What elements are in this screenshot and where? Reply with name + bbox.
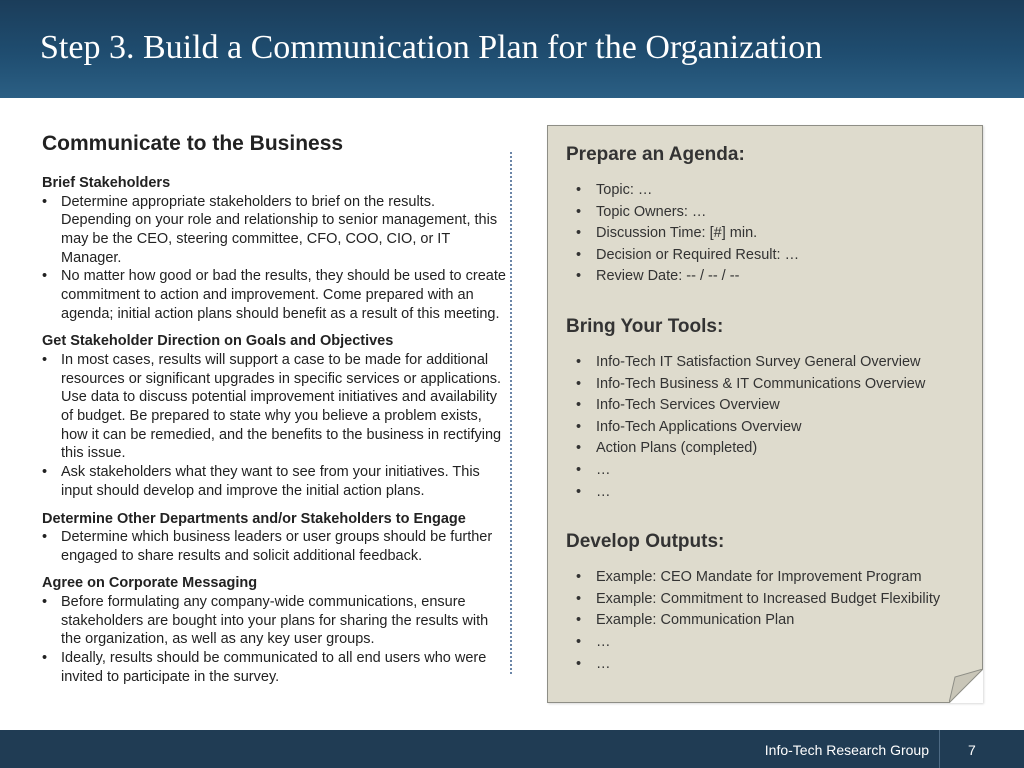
list-item: [566, 589, 976, 611]
list-item-text: In most cases, results will support a case to be made for additional resources or significant upgrades in specific services or applications. Use data to discuss potential improvement initiatives and availability of budget. Be prepared to state why you believe a problem exists, how it can be remedied, and the benefits to the business in rectifying this issue.: [61, 351, 502, 462]
list-item: [566, 567, 976, 589]
footer-bar: [0, 730, 1024, 768]
checklist-group: [566, 316, 976, 503]
bullet-icon: •: [42, 464, 48, 481]
section-subtitle: Determine Other Departments and/or Stakeholders to Engage: [42, 510, 466, 527]
bullet-icon: •: [576, 483, 582, 500]
bullet-icon: •: [576, 633, 582, 650]
bullet-icon: •: [576, 461, 582, 478]
list-item: [566, 374, 976, 396]
bullet-list: [42, 193, 507, 324]
list-item: [42, 267, 507, 323]
list-item: [566, 395, 976, 417]
list-item: [566, 460, 976, 482]
footer-org: Info-Tech Research Group: [764, 742, 929, 758]
section-subtitle: Brief Stakeholders: [42, 175, 171, 191]
page-curl-icon: [949, 669, 983, 703]
bullet-list: [42, 528, 507, 565]
list-item: [42, 193, 507, 268]
list-item-text: Before formulating any company-wide communications, ensure stakeholders are bought into your plans for sharing the results with the organization, as well as any key user groups.: [61, 593, 489, 648]
bullet-icon: •: [576, 182, 582, 198]
checklist-list: [566, 180, 976, 288]
checklist-group: [566, 144, 976, 288]
list-item: [566, 223, 976, 245]
page-number: 7: [968, 742, 976, 758]
list-item-text: Ask stakeholders what they want to see from your initiatives. This input should develop and improve the initial action plans.: [61, 464, 480, 499]
checklist-panel: [547, 125, 983, 703]
list-item: [566, 180, 976, 202]
bullet-icon: •: [42, 351, 48, 368]
brief-section: [42, 174, 507, 323]
checklist-group-title: Develop Outputs:: [566, 531, 725, 553]
list-item-text: Info-Tech Applications Overview: [596, 418, 802, 435]
title-bar: [0, 0, 1024, 98]
list-item: [566, 245, 976, 267]
list-item: [566, 438, 976, 460]
section-heading: Communicate to the Business: [42, 132, 344, 155]
list-item-text: Decision or Required Result: …: [596, 246, 800, 263]
bullet-icon: •: [576, 203, 582, 220]
list-item: [566, 266, 976, 288]
list-item-text: Determine appropriate stakeholders to brief on the results. Depending on your role and relationship to senior management, this may be the CEO, steering committee, CFO, COO, CIO, or IT Manager.: [61, 193, 498, 266]
list-item-text: No matter how good or bad the results, they should be used to create commitment to action and improvement. Come prepared with an agenda; initial action plans should benefit as a result of this meeting.: [61, 268, 506, 322]
checklist-list: [566, 352, 976, 503]
bullet-icon: •: [576, 590, 582, 607]
bullet-icon: •: [576, 225, 582, 242]
bullet-icon: •: [42, 650, 48, 667]
bullet-list: [42, 351, 507, 501]
bullet-icon: •: [576, 440, 582, 457]
bullet-icon: •: [576, 353, 582, 370]
checklist-list: [566, 567, 976, 675]
list-item-text: Info-Tech Services Overview: [596, 397, 780, 414]
bullet-icon: •: [576, 375, 582, 392]
list-item-text: Action Plans (completed): [596, 440, 758, 457]
bullet-icon: •: [576, 612, 582, 629]
bullet-icon: •: [576, 246, 582, 263]
checklist-group: [566, 531, 976, 675]
list-item-text: …: [596, 633, 611, 650]
list-item-text: Topic Owners: …: [596, 203, 707, 220]
brief-section: [42, 332, 507, 500]
list-item-text: Review Date: -- / -- / --: [596, 268, 740, 285]
list-item-text: …: [596, 483, 611, 500]
list-item: [566, 654, 976, 676]
list-item: [566, 610, 976, 632]
list-item-text: Example: Communication Plan: [596, 612, 795, 629]
footer-separator: [939, 730, 940, 768]
section-subtitle: Get Stakeholder Direction on Goals and Objectives: [42, 333, 394, 350]
list-item-text: Discussion Time: [#] min.: [596, 225, 758, 242]
bullet-icon: •: [42, 529, 48, 546]
bullet-icon: •: [576, 655, 582, 672]
list-item: [566, 352, 976, 374]
checklist-group-title: Bring Your Tools:: [566, 315, 724, 337]
list-item-text: …: [596, 655, 611, 672]
list-item-text: Topic: …: [596, 182, 653, 198]
brief-section: [42, 510, 507, 566]
list-item-text: Info-Tech IT Satisfaction Survey General Overview: [596, 353, 921, 370]
bullet-icon: •: [576, 418, 582, 435]
dotted-divider: [510, 152, 512, 674]
list-item-text: Info-Tech Business & IT Communications Overview: [596, 375, 926, 392]
left-column: [42, 132, 507, 695]
page-title: Step 3. Build a Communication Plan for the Organization: [40, 29, 823, 66]
list-item: [566, 632, 976, 654]
brief-section: [42, 574, 507, 686]
bullet-icon: •: [576, 268, 582, 285]
bullet-icon: •: [42, 193, 48, 210]
list-item: [42, 649, 507, 686]
list-item-text: …: [596, 461, 611, 478]
bullet-icon: •: [576, 397, 582, 414]
list-item: [42, 593, 507, 649]
list-item-text: Ideally, results should be communicated to all end users who were invited to participate in the survey.: [61, 650, 487, 685]
bullet-list: [42, 593, 507, 687]
bullet-icon: •: [42, 268, 48, 285]
list-item: [566, 417, 976, 439]
list-item: [42, 351, 507, 463]
list-item: [566, 482, 976, 504]
section-subtitle: Agree on Corporate Messaging: [42, 575, 258, 592]
checklist-group-title: Prepare an Agenda:: [566, 144, 745, 165]
list-item: [42, 463, 507, 500]
list-item: [566, 202, 976, 224]
list-item-text: Example: CEO Mandate for Improvement Program: [596, 569, 922, 586]
list-item-text: Example: Commitment to Increased Budget Flexibility: [596, 590, 941, 607]
bullet-icon: •: [576, 569, 582, 586]
list-item-text: Determine which business leaders or user groups should be further engaged to share results and solicit additional feedback.: [61, 529, 493, 564]
bullet-icon: •: [42, 593, 48, 610]
list-item: [42, 528, 507, 565]
